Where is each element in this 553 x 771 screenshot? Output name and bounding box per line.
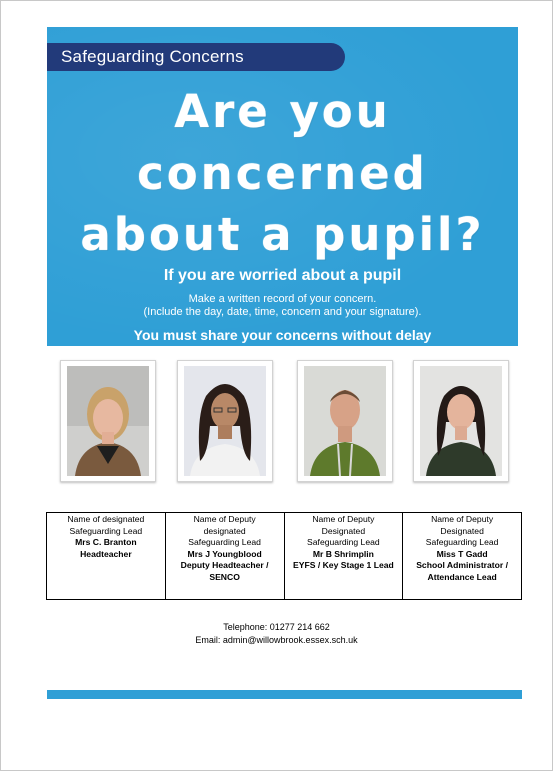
headline-line-2: concerned	[137, 147, 428, 200]
lead-role-line: designated	[203, 525, 246, 536]
staff-photo-4	[413, 360, 509, 482]
lead-cell-4	[403, 513, 522, 600]
portrait-photo-icon	[420, 366, 502, 476]
portrait-photo-icon	[304, 366, 386, 476]
lead-role-line: Safeguarding Lead	[188, 537, 261, 547]
lead-role-line: Name of designated	[67, 514, 145, 524]
portrait-photo-icon	[184, 366, 266, 476]
lead-cell-2	[165, 513, 284, 600]
table-row	[47, 513, 522, 600]
lead-cell-1	[47, 513, 166, 600]
lead-role-line: Designated	[321, 525, 366, 536]
staff-photo-2	[177, 360, 273, 482]
portrait-photo-icon	[67, 366, 149, 476]
instruction-line-1: Make a written record of your concern.	[188, 293, 377, 305]
poster-subheading: If you are worried about a pupil	[163, 267, 402, 284]
lead-role-line: Name of Deputy	[431, 514, 494, 524]
safeguarding-poster	[47, 27, 518, 346]
lead-name: Mrs J Youngblood	[187, 548, 262, 559]
poster-tag-label: Safeguarding Concerns	[61, 47, 244, 66]
lead-title: Attendance Lead	[427, 571, 497, 582]
poster-closing: You must share your concerns without delay	[133, 327, 432, 343]
lead-role-line: Name of Deputy	[312, 514, 375, 524]
lead-name: Mrs C. Branton	[75, 537, 137, 547]
lead-name: Mr B Shrimplin	[312, 548, 374, 559]
staff-photo-3	[297, 360, 393, 482]
lead-name: Miss T Gadd	[436, 548, 488, 559]
lead-role-line: Safeguarding Lead	[425, 537, 499, 547]
lead-role-line: Safeguarding Lead	[69, 525, 143, 536]
instruction-line-2: (Include the day, date, time, concern and your signature).	[143, 306, 422, 318]
lead-title: Headteacher	[80, 548, 132, 559]
contact-email[interactable]: Email: admin@willowbrook.essex.sch.uk	[195, 635, 358, 645]
lead-role-line: Name of Deputy	[193, 514, 256, 524]
headline-line-3: about a pupil?	[80, 208, 485, 261]
lead-cell-3	[284, 513, 403, 600]
lead-title: School Administrator /	[416, 560, 509, 570]
poster-tag	[47, 43, 345, 71]
lead-title: EYFS / Key Stage 1 Lead	[292, 560, 394, 570]
lead-title: Deputy Headteacher /	[180, 560, 269, 570]
lead-role-line: Safeguarding Lead	[307, 537, 380, 547]
staff-photo-1	[60, 360, 156, 482]
lead-role-line: Designated	[440, 525, 484, 536]
headline-line-1: Are you	[174, 85, 391, 138]
safeguarding-leads-table	[46, 512, 522, 600]
lead-title: SENCO	[209, 571, 240, 582]
poster-instructions	[47, 293, 518, 319]
contact-telephone: Telephone: 01277 214 662	[223, 622, 330, 632]
footer-bar	[47, 690, 522, 699]
